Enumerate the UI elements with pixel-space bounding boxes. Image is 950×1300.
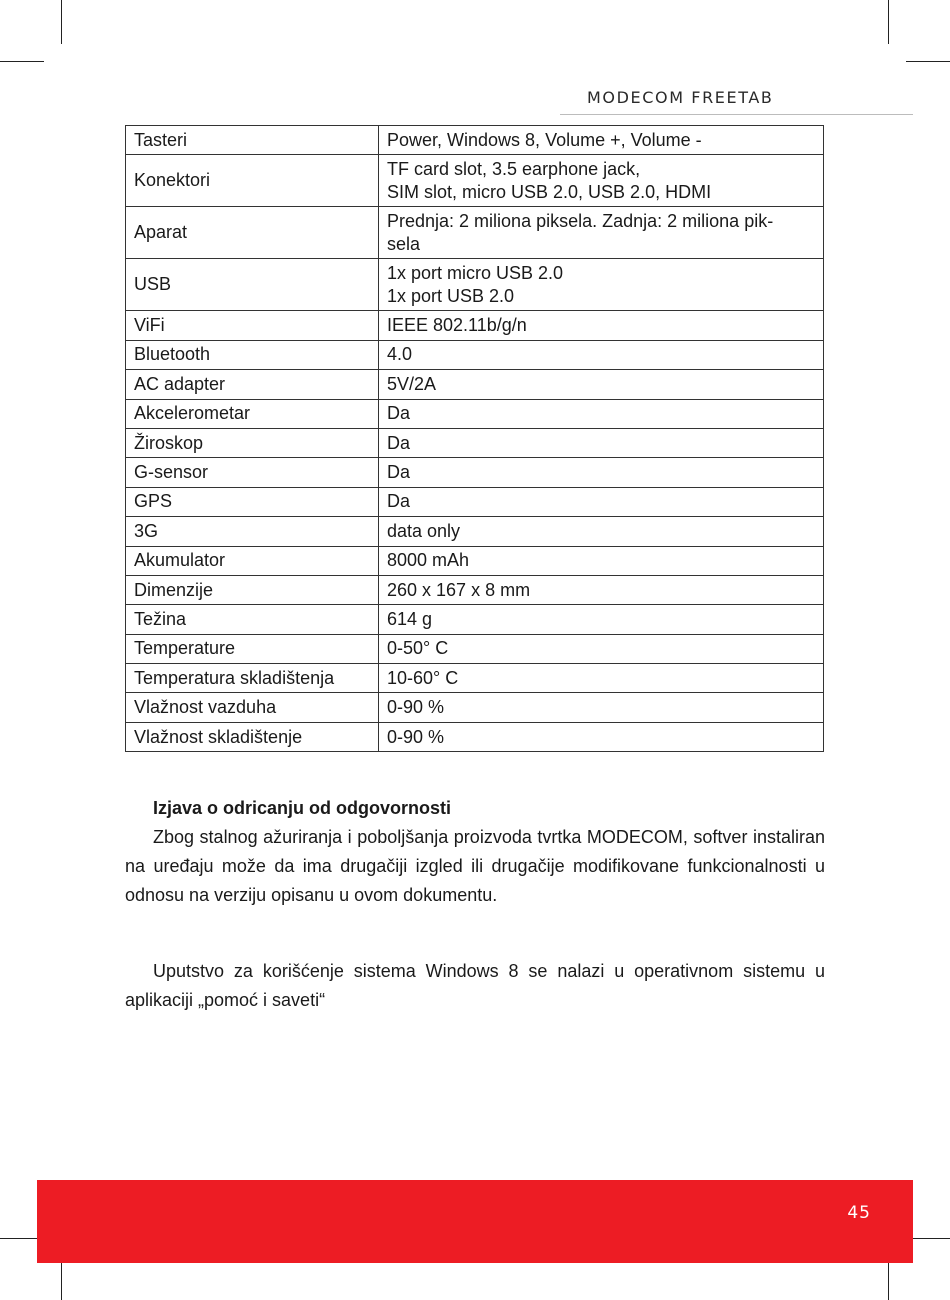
spec-label: Žiroskop (126, 428, 379, 457)
footer-bar (37, 1180, 913, 1263)
spec-label: Vlažnost vazduha (126, 693, 379, 722)
spec-value (379, 259, 824, 311)
spec-label: Tasteri (126, 126, 379, 155)
spec-value-line: Prednja: 2 miliona piksela. Zadnja: 2 miliona pik- (387, 210, 774, 231)
spec-value-line: IEEE 802.11b/g/n (387, 315, 527, 336)
spec-value-line: SIM slot, micro USB 2.0, USB 2.0, HDMI (387, 181, 712, 202)
spec-label: AC adapter (126, 370, 379, 399)
spec-value-line: 0-90 % (387, 726, 445, 747)
spec-row (126, 546, 824, 575)
spec-value-line: Da (387, 403, 411, 424)
spec-value (379, 517, 824, 546)
page-number: 45 (847, 1203, 871, 1223)
spec-value (379, 458, 824, 487)
crop-mark (906, 61, 950, 62)
spec-row (126, 487, 824, 516)
spec-label: Konektori (126, 155, 379, 207)
spec-label: Vlažnost skladištenje (126, 722, 379, 751)
spec-value-line: 10-60° C (387, 667, 459, 688)
spec-value-line: Da (387, 491, 411, 512)
spec-label: Akcelerometar (126, 399, 379, 428)
spec-label: GPS (126, 487, 379, 516)
spec-value-line: 1x port micro USB 2.0 (387, 262, 564, 283)
spec-label: Dimenzije (126, 575, 379, 604)
spec-value (379, 428, 824, 457)
spec-value-line: TF card slot, 3.5 earphone jack, (387, 158, 641, 179)
spec-value (379, 605, 824, 634)
spec-value-line: Da (387, 432, 411, 453)
spec-value-line: Da (387, 462, 411, 483)
windows-help-note: Uputstvo za korišćenje sistema Windows 8 se nalazi u operativnom sistemu u aplikaciji „pomoć i saveti“ (125, 961, 825, 1010)
spec-value (379, 546, 824, 575)
disclaimer-body: Zbog stalnog ažuriranja i poboljšanja proizvoda tvrtka MODECOM, softver instaliran na uređaju može da ima drugačiji izgled ili drugačije modifikovane funkcionalnosti u odnosu na verziju opisanu u ovom dokumentu. (125, 827, 825, 905)
spec-value (379, 634, 824, 663)
spec-value-line: sela (387, 233, 421, 254)
spec-table (125, 125, 824, 752)
spec-row (126, 634, 824, 663)
spec-row (126, 370, 824, 399)
spec-value-line: 1x port USB 2.0 (387, 285, 515, 306)
header-rule (560, 114, 913, 115)
page-header-title: MODECOM FREETAB (587, 88, 774, 107)
spec-label: Temperatura skladištenja (126, 664, 379, 693)
spec-label: Temperature (126, 634, 379, 663)
spec-row (126, 693, 824, 722)
spec-value-line: 4.0 (387, 344, 413, 365)
spec-row (126, 517, 824, 546)
spec-value (379, 370, 824, 399)
crop-mark (0, 61, 44, 62)
spec-row (126, 340, 824, 369)
spec-value-line: 614 g (387, 608, 433, 629)
spec-value (379, 311, 824, 340)
spec-row (126, 259, 824, 311)
spec-row (126, 428, 824, 457)
spec-label: Bluetooth (126, 340, 379, 369)
spec-value-line: 8000 mAh (387, 550, 470, 571)
spec-row (126, 155, 824, 207)
spec-value-line: 5V/2A (387, 373, 437, 394)
spec-label: Aparat (126, 207, 379, 259)
spec-row (126, 458, 824, 487)
spec-row (126, 126, 824, 155)
spec-value (379, 664, 824, 693)
spec-value-line: 260 x 167 x 8 mm (387, 579, 531, 600)
disclaimer-heading: Izjava o odricanju od odgovornosti (153, 798, 452, 818)
spec-row (126, 575, 824, 604)
spec-row (126, 311, 824, 340)
spec-label: Težina (126, 605, 379, 634)
spec-label: G-sensor (126, 458, 379, 487)
spec-value-line: Power, Windows 8, Volume +, Volume - (387, 129, 702, 150)
spec-value (379, 399, 824, 428)
spec-value (379, 155, 824, 207)
crop-mark (61, 0, 62, 44)
spec-value-line: 0-50° C (387, 638, 449, 659)
spec-value-line: data only (387, 520, 461, 541)
spec-label: USB (126, 259, 379, 311)
spec-label: Akumulator (126, 546, 379, 575)
spec-value (379, 575, 824, 604)
spec-value (379, 487, 824, 516)
spec-value (379, 693, 824, 722)
spec-row (126, 664, 824, 693)
spec-row (126, 207, 824, 259)
spec-row (126, 399, 824, 428)
spec-label: 3G (126, 517, 379, 546)
crop-mark (888, 0, 889, 44)
spec-value (379, 722, 824, 751)
spec-row (126, 722, 824, 751)
spec-value (379, 126, 824, 155)
spec-value (379, 207, 824, 259)
spec-value (379, 340, 824, 369)
spec-table-body (126, 126, 824, 752)
spec-row (126, 605, 824, 634)
spec-label: ViFi (126, 311, 379, 340)
spec-value-line: 0-90 % (387, 697, 445, 718)
